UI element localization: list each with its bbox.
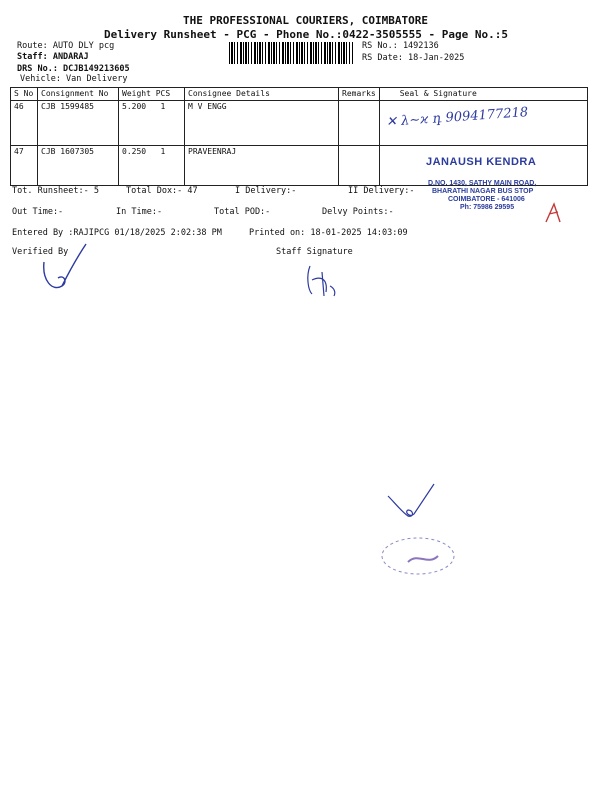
printed-on: Printed on: 18-01-2025 14:03:09	[249, 228, 408, 238]
rs-date: RS Date: 18-Jan-2025	[362, 53, 465, 63]
col-header-consignee: Consignee Details	[185, 88, 339, 101]
barcode	[229, 42, 353, 64]
total-pod: Total POD:-	[214, 207, 271, 217]
ii-delivery: II Delivery:-	[348, 186, 415, 196]
stamp-line-1: JANAUSH KENDRA	[426, 156, 537, 168]
weight-value: 5.200	[122, 102, 147, 111]
col-header-remarks: Remarks	[339, 88, 380, 101]
pcs-value: 1	[160, 147, 166, 156]
entered-by: Entered By :RAJIPCG 01/18/2025 2:02:38 PM	[12, 228, 222, 238]
cell-consignee: PRAVEENRAJ	[185, 146, 339, 186]
col-header-weight-pcs: Weight PCS	[119, 88, 185, 101]
stamp-line-5: COIMBATORE - 641006	[448, 196, 525, 203]
tot-runsheet: Tot. Runsheet:- 5	[12, 186, 99, 196]
stamp-line-3: D.NO. 1430, SATHY MAIN ROAD,	[428, 180, 537, 187]
cell-remarks	[339, 146, 380, 186]
cell-sno: 47	[11, 146, 38, 186]
pcs-value: 1	[160, 102, 166, 111]
vehicle-field: Vehicle: Van Delivery	[20, 74, 128, 84]
stamp-line-6: Ph: 75986 29595	[460, 204, 515, 211]
total-dox: Total Dox:- 47	[126, 186, 198, 196]
company-name: THE PROFESSIONAL COURIERS, COIMBATORE	[183, 14, 429, 27]
col-header-sno: S No	[11, 88, 38, 101]
col-header-consignment: Consignment No	[38, 88, 119, 101]
delvy-points: Delvy Points:-	[322, 207, 394, 217]
signature-mark-red	[542, 200, 568, 226]
i-delivery: I Delivery:-	[235, 186, 297, 196]
stamp-line-4: BHARATHI NAGAR BUS STOP	[432, 188, 534, 195]
cell-consignment: CJB 1607305	[38, 146, 119, 186]
cell-remarks	[339, 101, 380, 146]
table-header-row	[11, 88, 588, 101]
document-title: Delivery Runsheet - PCG - Phone No.:0422-3505555 - Page No.:5	[104, 28, 508, 41]
in-time: In Time:-	[116, 207, 163, 217]
cell-weight	[119, 146, 185, 186]
staff-signature-mark	[300, 262, 350, 298]
drs-field: DRS No.: DCJB149213605	[17, 64, 130, 74]
cell-consignment: CJB 1599485	[38, 101, 119, 146]
cell-consignee: M V ENGG	[185, 101, 339, 146]
rs-number: RS No.: 1492136	[362, 41, 439, 51]
col-header-seal: Seal & Signature	[379, 88, 587, 101]
verified-by-signature	[34, 240, 94, 296]
cell-sno: 46	[11, 101, 38, 146]
route-field: Route: AUTO DLY pcg	[17, 41, 115, 51]
cell-weight	[119, 101, 185, 146]
bottom-signature-mark	[384, 482, 444, 522]
weight-value: 0.250	[122, 147, 147, 156]
staff-signature-label: Staff Signature	[276, 247, 353, 257]
faded-round-stamp	[378, 532, 458, 580]
handwritten-phone-note: ✕ λ∼ϰ դ 9094177218	[385, 105, 529, 130]
verified-by-label: Verified By	[12, 247, 69, 257]
out-time: Out Time:-	[12, 207, 64, 217]
staff-field: Staff: ANDARAJ	[17, 52, 89, 62]
